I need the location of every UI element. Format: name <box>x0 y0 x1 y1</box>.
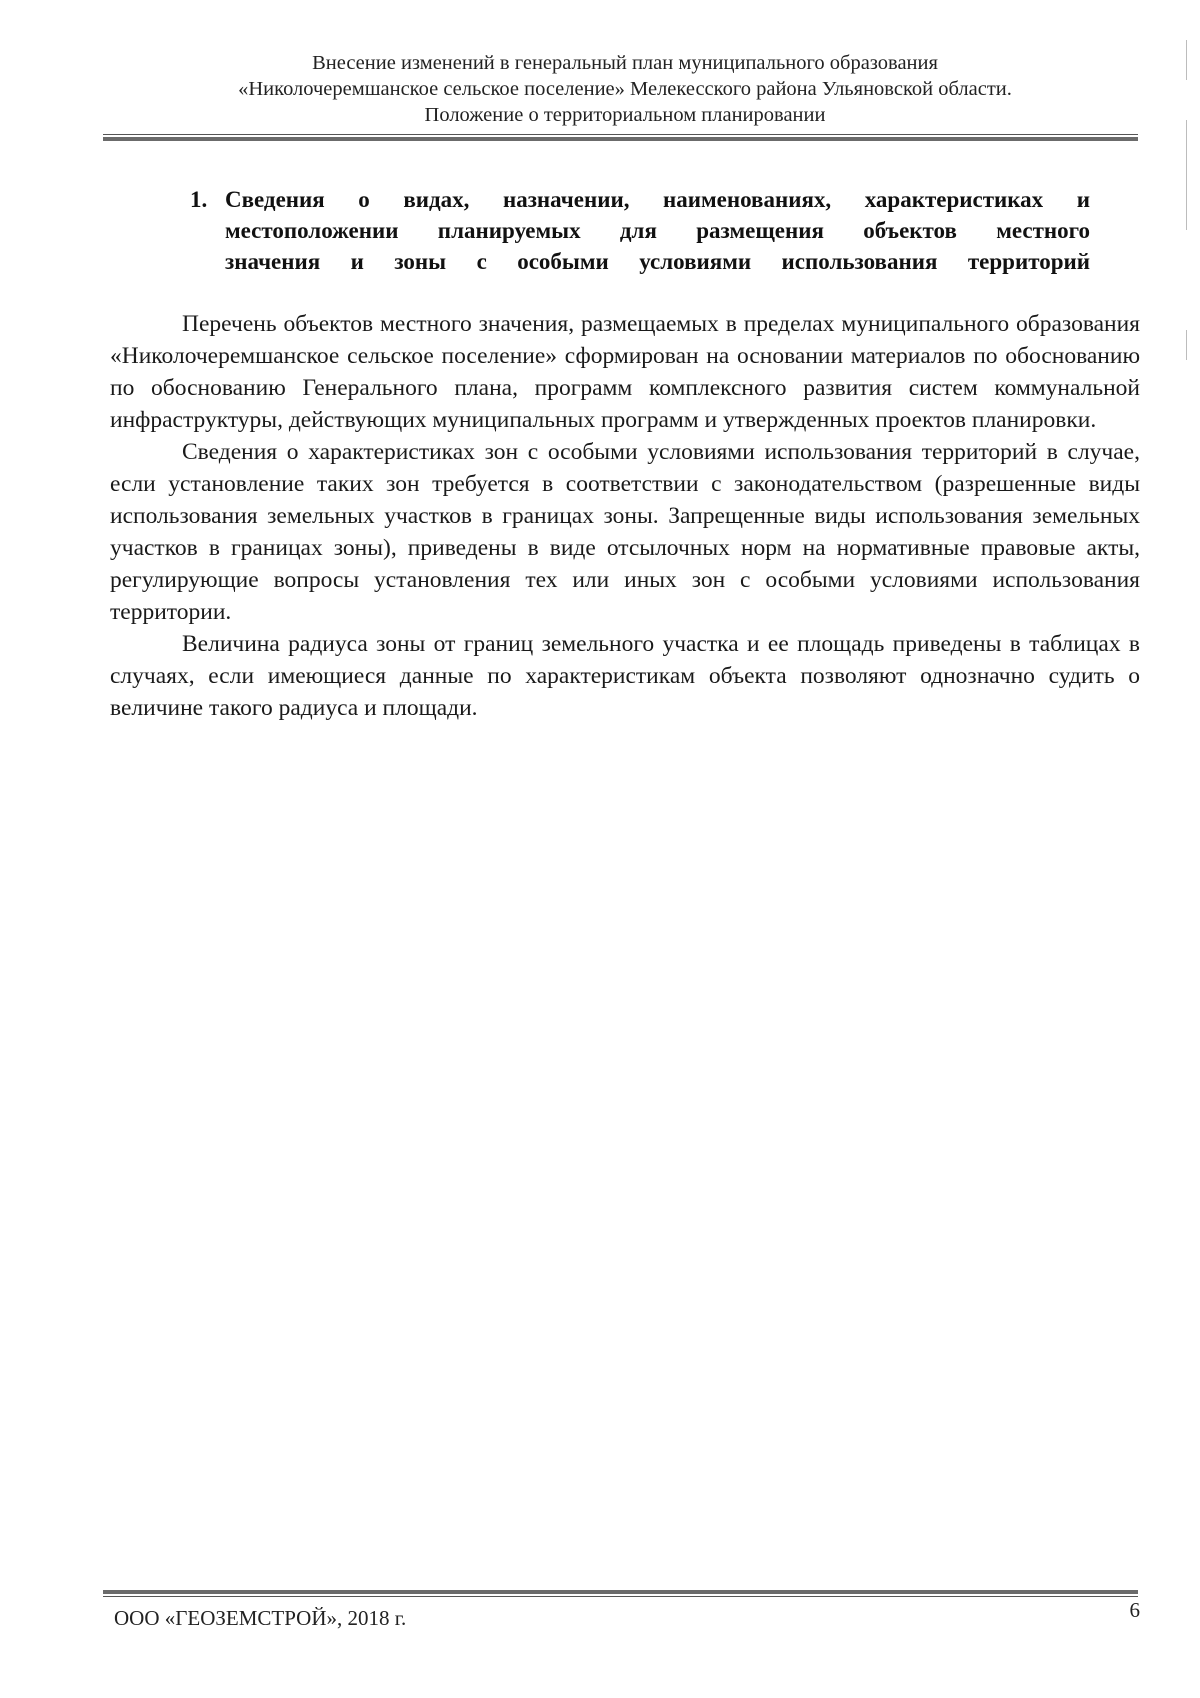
page-number: 6 <box>1129 1598 1140 1622</box>
page-header <box>110 50 1140 128</box>
body-text <box>110 308 1140 724</box>
header-divider <box>103 134 1138 141</box>
section-title-line-1: Сведения о видах, назначении, наименованиях, характеристиках и <box>225 187 1090 212</box>
scan-artifact <box>1186 330 1187 360</box>
header-line-3: Положение о территориальном планировании <box>424 104 826 126</box>
section-title-text <box>225 184 1090 277</box>
footer-divider <box>103 1590 1138 1597</box>
section-heading <box>190 184 1090 277</box>
section-number: 1. <box>190 187 208 212</box>
header-line-2: «Николочеремшанское сельское поселение» Мелекесского района Ульяновской области. <box>238 78 1012 100</box>
paragraph-1: Перечень объектов местного значения, размещаемых в пределах муниципального образования «Николочеремшанское сельское поселение» сформирован на основании материалов по обоснованию по обоснованию Генерального плана, программ комплексного развития систем коммунальной инфраструктуры, действующих муниципальных программ и утвержденных проектов планировки. <box>110 311 1140 433</box>
section-title-line-3: значения и зоны с особыми условиями использования территорий <box>225 249 1090 274</box>
scan-artifact <box>1186 40 1187 80</box>
section-title-line-2: местоположении планируемых для размещения объектов местного <box>225 218 1090 243</box>
paragraph-3: Величина радиуса зоны от границ земельного участка и ее площадь приведены в таблицах в случаях, если имеющиеся данные по характеристикам объекта позволяют однозначно судить о величине такого радиуса и площади. <box>110 631 1140 721</box>
scan-artifact <box>1186 120 1187 230</box>
header-line-1: Внесение изменений в генеральный план муниципального образования <box>312 52 938 74</box>
footer-organization: ООО «ГЕОЗЕМСТРОЙ», 2018 г. <box>114 1606 407 1630</box>
paragraph-2: Сведения о характеристиках зон с особыми условиями использования территорий в случае, если установление таких зон требуется в соответствии с законодательством (разрешенные виды использования земельных участков в границах зоны. Запрещенные виды использования земельных участков в границах зоны), приведены в виде отсылочных норм на нормативные правовые акты, регулирующие вопросы установления тех или иных зон с особыми условиями использования территории. <box>110 439 1140 625</box>
